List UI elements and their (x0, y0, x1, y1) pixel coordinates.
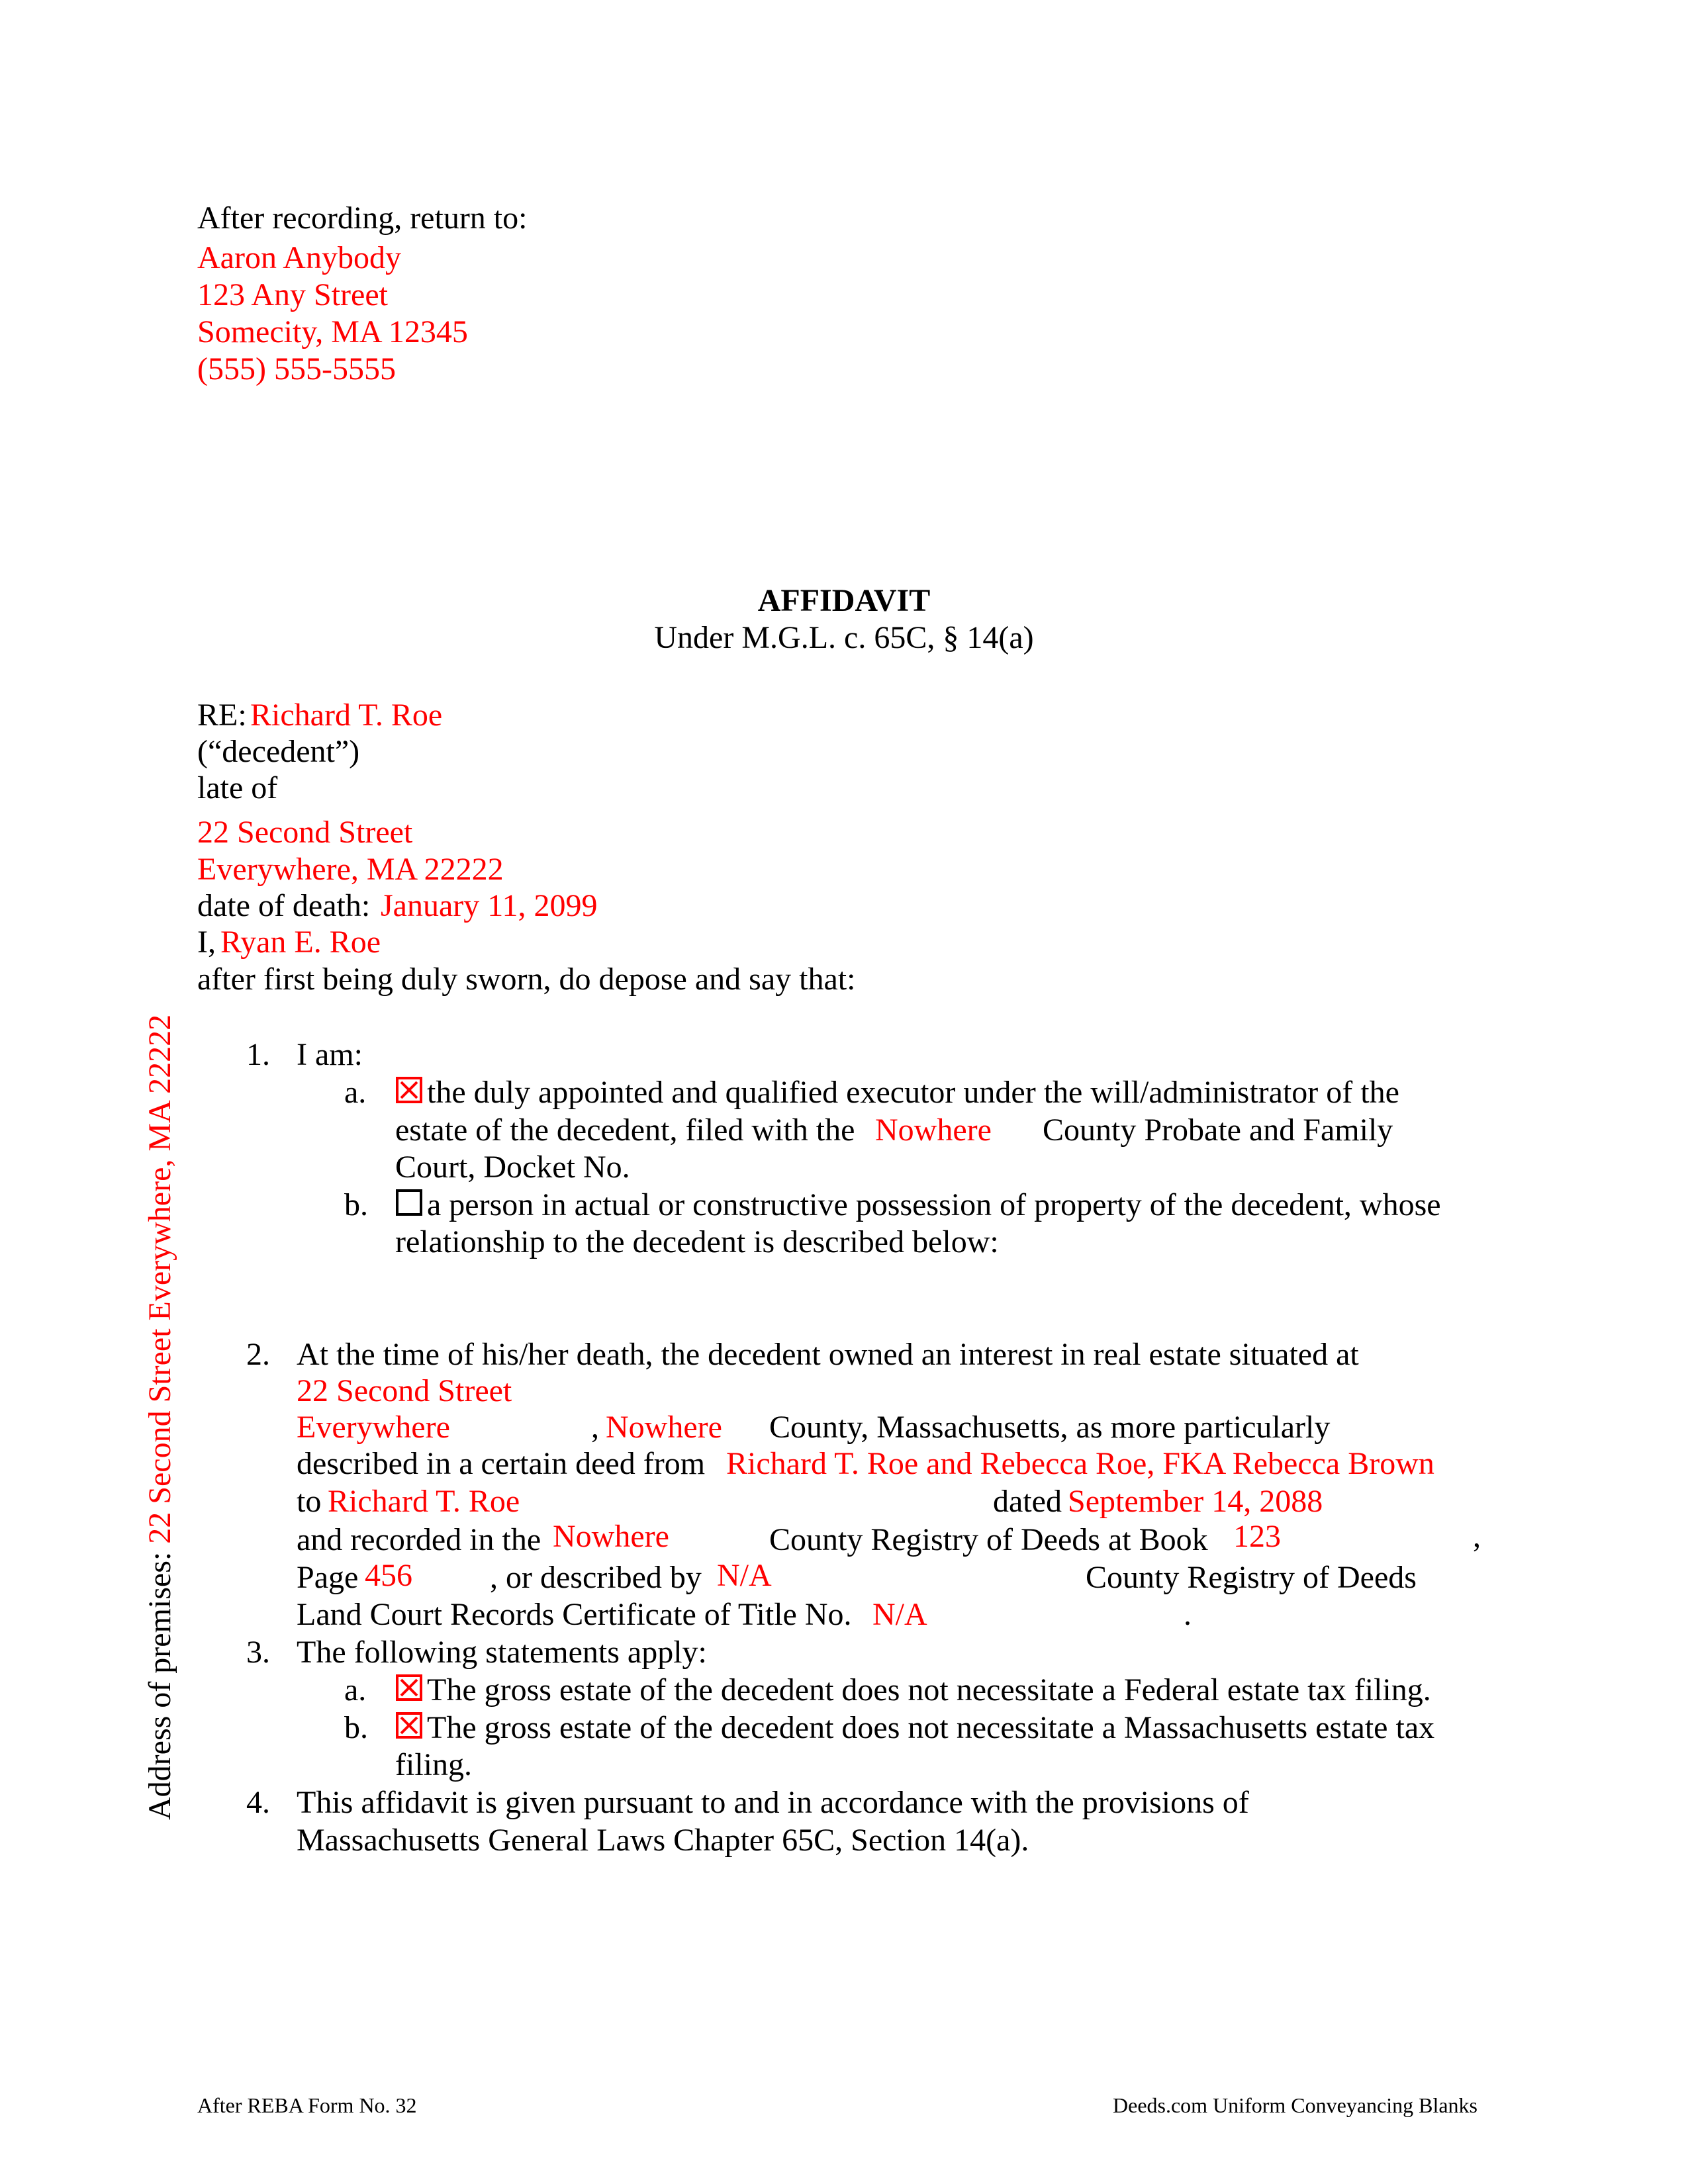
page-field[interactable]: 456 (365, 1558, 412, 1593)
sworn-statement: after first being duly sworn, do depose and say that: (197, 962, 856, 997)
item2-period: . (1184, 1597, 1192, 1632)
decedent-label: (“decedent”) (197, 734, 360, 769)
item1a-line2-prefix: estate of the decedent, filed with the (395, 1113, 855, 1148)
item1b-line1: a person in actual or constructive possession of property of the decedent, whose (427, 1187, 1441, 1222)
return-city-field[interactable]: Somecity, MA 12345 (197, 314, 468, 349)
property-county-suffix: County, Massachusetts, as more particularly (769, 1410, 1331, 1445)
item3a-letter: a. (344, 1672, 367, 1707)
item1b-line2: relationship to the decedent is described below: (395, 1224, 999, 1259)
item3b-letter: b. (344, 1710, 368, 1745)
grantors-field[interactable]: Richard T. Roe and Rebecca Roe, FKA Rebecca Brown (726, 1446, 1434, 1481)
registry-county-field[interactable]: Nowhere (553, 1519, 669, 1554)
item3a-checkbox[interactable] (396, 1674, 422, 1701)
document-subtitle: Under M.G.L. c. 65C, § 14(a) (654, 620, 1034, 655)
land-court-label: Land Court Records Certificate of Title No. (297, 1597, 852, 1632)
item4-line1: This affidavit is given pursuant to and in accordance with the provisions of (297, 1785, 1249, 1820)
page-label: Page (297, 1560, 359, 1595)
property-county-field[interactable]: Nowhere (606, 1410, 722, 1445)
property-street-field[interactable]: 22 Second Street (297, 1373, 512, 1408)
item1b-checkbox[interactable] (396, 1189, 422, 1216)
property-town-field[interactable]: Everywhere (297, 1410, 450, 1445)
return-street-field[interactable]: 123 Any Street (197, 277, 388, 312)
item1a-line1: the duly appointed and qualified executor under the will/administrator of the (427, 1075, 1399, 1110)
item1b-letter: b. (344, 1187, 368, 1222)
item1-text: I am: (297, 1037, 363, 1072)
document-title: AFFIDAVIT (757, 583, 931, 618)
footer-form-number: After REBA Form No. 32 (197, 2093, 417, 2117)
item3b-line2: filing. (395, 1747, 472, 1782)
return-name-field[interactable]: Aaron Anybody (197, 240, 401, 275)
item4-line2: Massachusetts General Laws Chapter 65C, Section 14(a). (297, 1823, 1029, 1858)
certificate-number-field[interactable]: N/A (872, 1597, 927, 1632)
check-x-icon (399, 1715, 420, 1736)
grantee-field[interactable]: Richard T. Roe (328, 1484, 520, 1519)
item3b-checkbox[interactable] (396, 1712, 422, 1739)
book-field[interactable]: 123 (1233, 1519, 1281, 1554)
registry-suffix: County Registry of Deeds at Book (769, 1522, 1208, 1557)
footer-publisher: Deeds.com Uniform Conveyancing Blanks (1113, 2093, 1477, 2117)
return-phone-field[interactable]: (555) 555-5555 (197, 351, 396, 387)
affiant-prefix-label: I, (197, 925, 216, 960)
decedent-address-line2-field[interactable]: Everywhere, MA 22222 (197, 852, 504, 887)
town-comma: , (591, 1410, 599, 1445)
date-of-death-label: date of death: (197, 888, 371, 923)
described-suffix: County Registry of Deeds (1086, 1560, 1417, 1595)
described-by-label: , or described by (490, 1560, 702, 1595)
item2-line1: At the time of his/her death, the decedent owned an interest in real estate situated at (297, 1337, 1359, 1372)
deed-prefix: described in a certain deed from (297, 1446, 706, 1481)
recorded-prefix: and recorded in the (297, 1522, 541, 1557)
premises-address-margin (144, 1015, 176, 1820)
return-label: After recording, return to: (197, 201, 528, 236)
book-comma: , (1473, 1519, 1481, 1554)
item1a-line3: Court, Docket No. (395, 1150, 630, 1185)
item3b-line1: The gross estate of the decedent does not necessitate a Massachusetts estate tax (427, 1710, 1435, 1745)
item3a-text: The gross estate of the decedent does not necessitate a Federal estate tax filing. (427, 1672, 1431, 1707)
decedent-name-field[interactable]: Richard T. Roe (250, 698, 443, 733)
item1-number: 1. (246, 1037, 270, 1072)
affiant-name-field[interactable]: Ryan E. Roe (220, 925, 381, 960)
item3-number: 3. (246, 1635, 270, 1670)
deed-date-field[interactable]: September 14, 2088 (1068, 1484, 1323, 1519)
item4-number: 4. (246, 1785, 270, 1820)
described-by-field[interactable]: N/A (717, 1558, 772, 1593)
item1a-checkbox[interactable] (396, 1077, 422, 1103)
item1a-line2-suffix: County Probate and Family (1043, 1113, 1393, 1148)
check-x-icon (399, 1677, 420, 1698)
check-x-icon (399, 1079, 420, 1101)
item1a-letter: a. (344, 1075, 367, 1110)
premises-label: Address of premises: (142, 1551, 177, 1820)
item2-number: 2. (246, 1337, 270, 1372)
late-of-label: late of (197, 770, 278, 805)
item3-text: The following statements apply: (297, 1635, 707, 1670)
dated-label: dated (993, 1484, 1062, 1519)
re-label: RE: (197, 698, 247, 733)
probate-county-field[interactable]: Nowhere (875, 1113, 992, 1148)
date-of-death-field[interactable]: January 11, 2099 (381, 888, 598, 923)
to-label: to (297, 1484, 322, 1519)
premises-address-field[interactable]: 22 Second Street Everywhere, MA 22222 (142, 1014, 177, 1544)
decedent-address-line1-field[interactable]: 22 Second Street (197, 815, 413, 850)
